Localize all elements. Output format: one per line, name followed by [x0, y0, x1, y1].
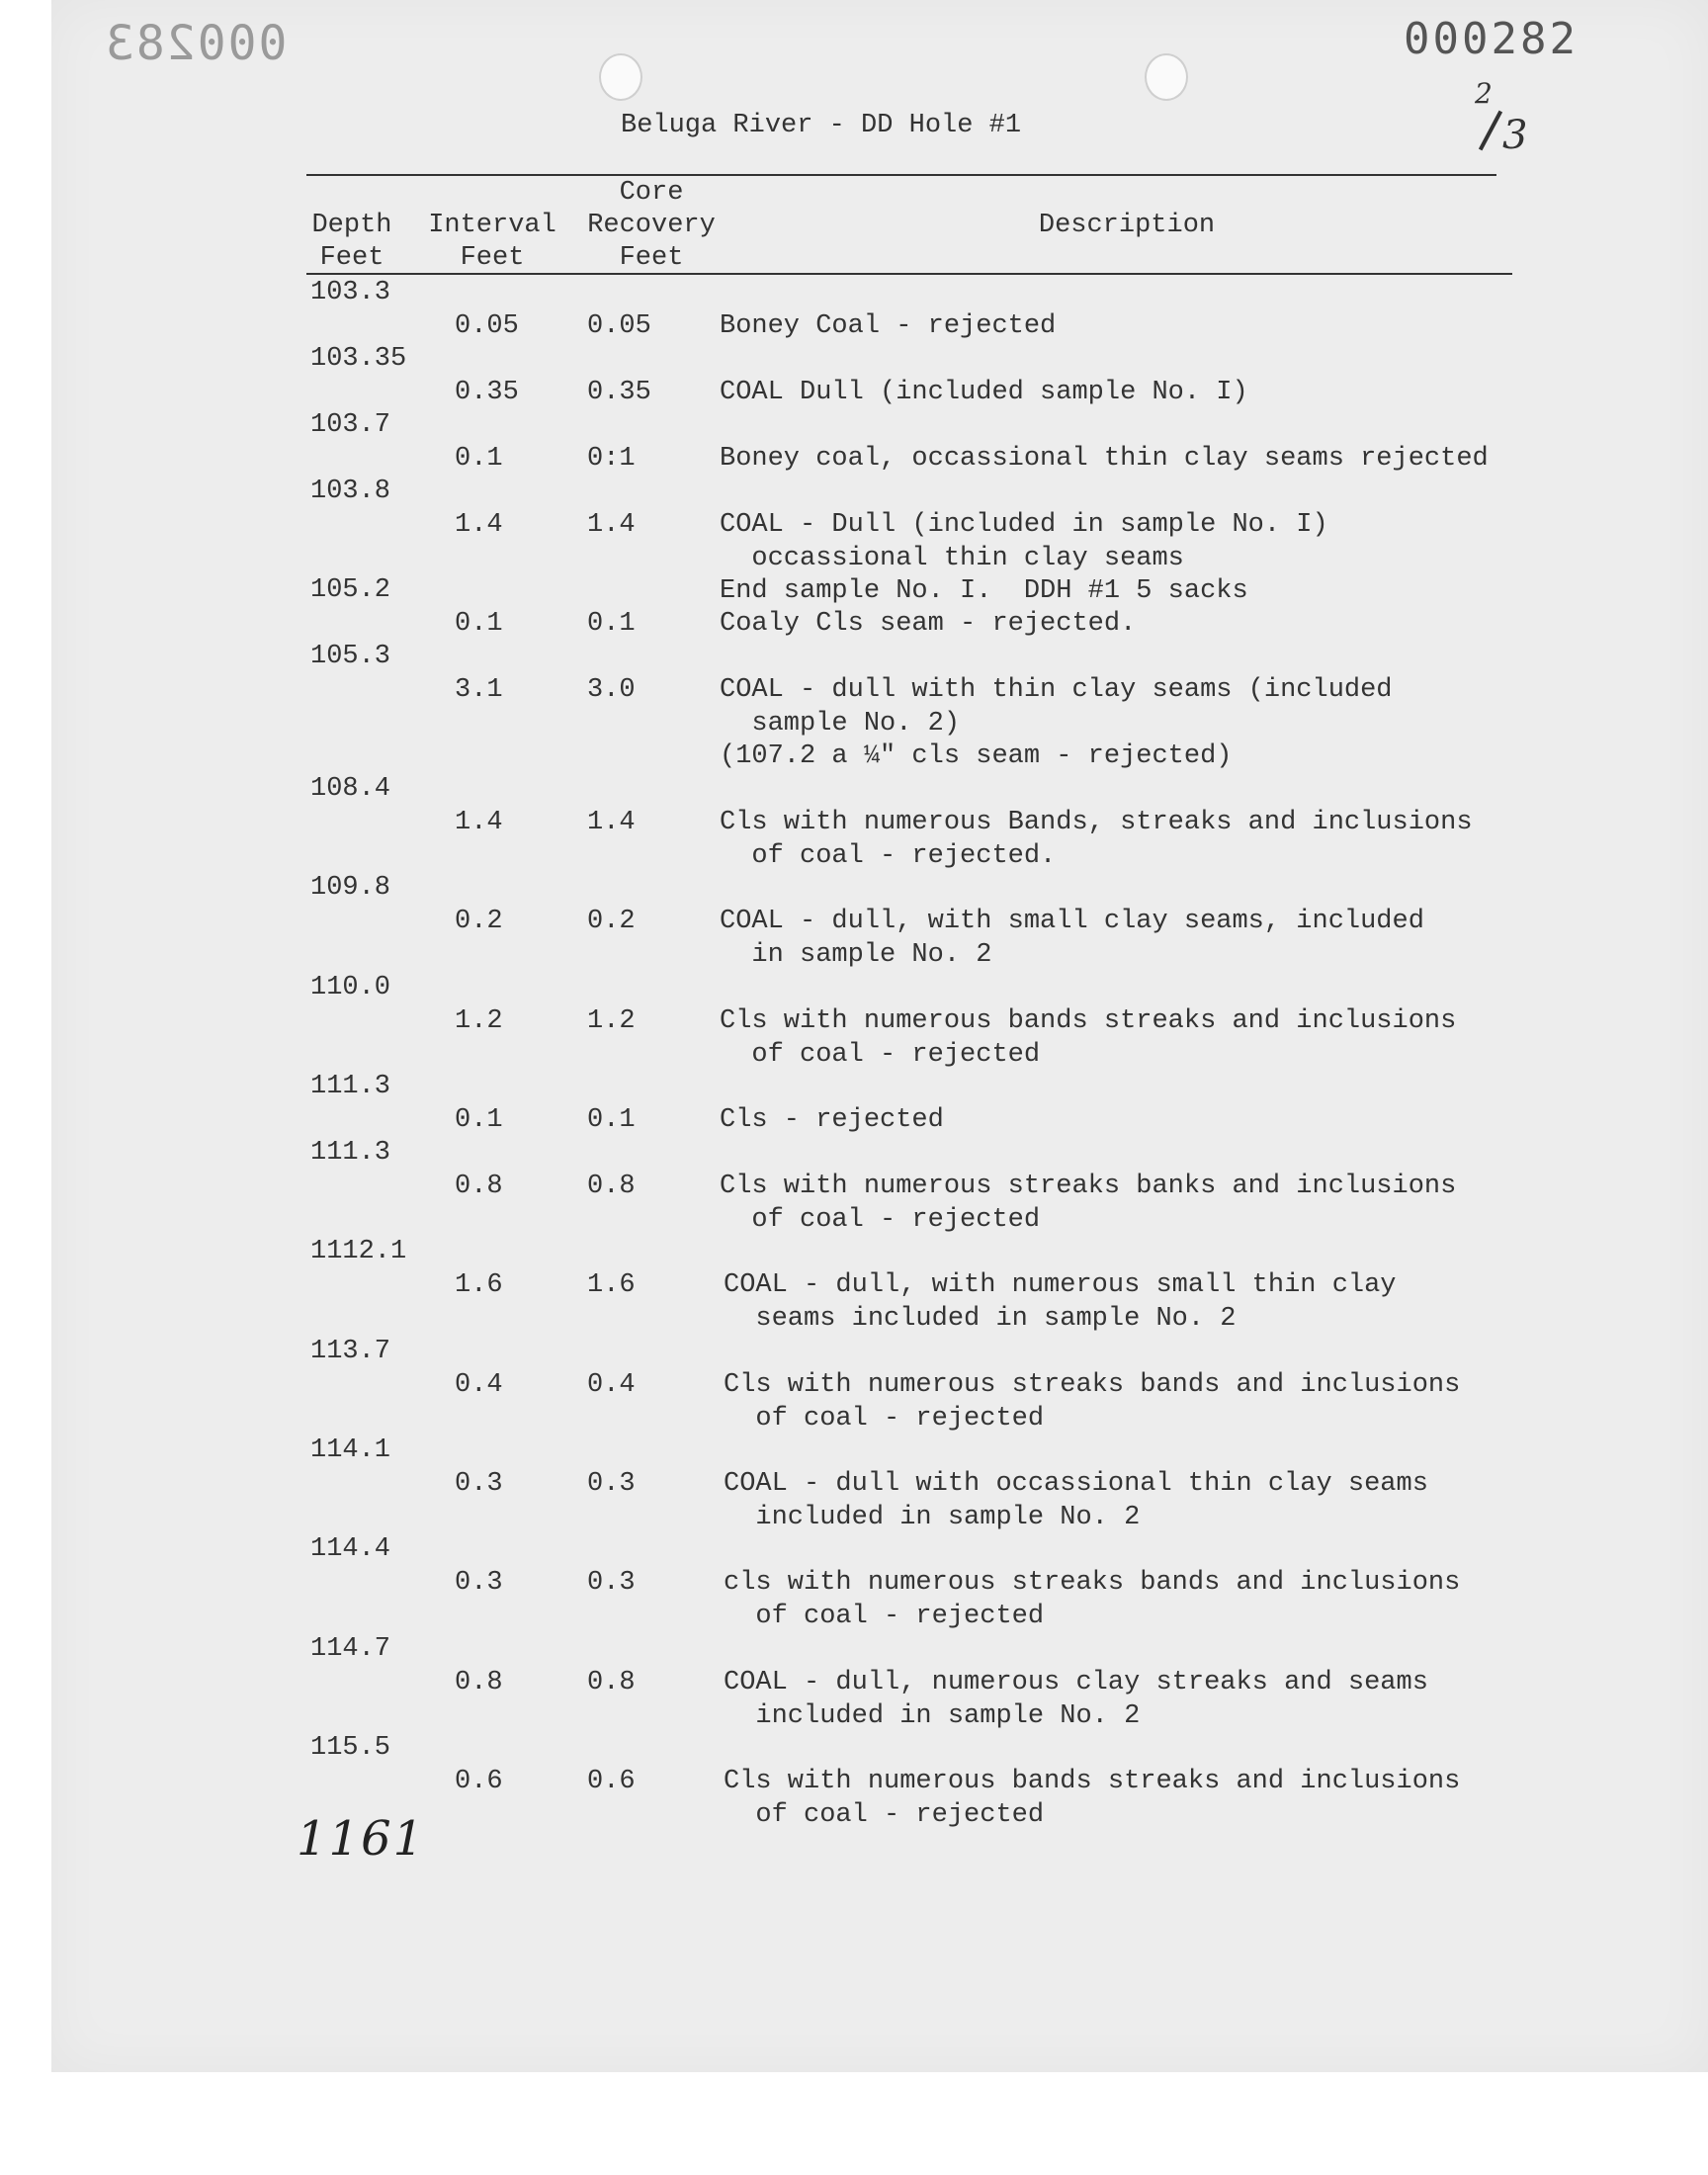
description-line: COAL - dull, with small clay seams, included — [720, 907, 1424, 936]
recovery-value: 0.3 — [587, 1568, 636, 1598]
depth-value: 111.3 — [310, 1138, 391, 1168]
description-line: End sample No. I. DDH #1 5 sacks — [720, 576, 1248, 607]
description-line: cls with numerous streaks bands and inclusions — [724, 1568, 1461, 1598]
recovery-value: 1.4 — [587, 510, 636, 540]
header-depth — [302, 210, 401, 275]
interval-value: 1.4 — [455, 808, 503, 837]
recovery-value: 1.2 — [587, 1006, 636, 1036]
interval-value: 0.35 — [455, 378, 519, 407]
description-line: Cls with numerous streaks banks and inclusions — [720, 1172, 1457, 1201]
description-line: Cls with numerous Bands, streaks and inclusions — [720, 808, 1473, 837]
interval-value: 0.8 — [455, 1172, 503, 1201]
depth-value: 114.1 — [310, 1436, 391, 1465]
recovery-value: 0.6 — [587, 1767, 636, 1796]
header-depth-line2: Feet — [319, 243, 384, 273]
interval-value: 1.6 — [455, 1270, 503, 1300]
punch-hole-left — [599, 53, 642, 101]
depth-value: 113.7 — [310, 1337, 391, 1366]
interval-value: 0.1 — [455, 609, 503, 639]
depth-value: 114.4 — [310, 1534, 391, 1564]
description-line: COAL Dull (included sample No. I) — [720, 378, 1248, 407]
description-line: (107.2 a ¼" cls seam - rejected) — [720, 741, 1233, 772]
interval-value: 0.05 — [455, 311, 519, 341]
recovery-value: 0.2 — [587, 907, 636, 936]
header-interval-line2: Feet — [460, 243, 525, 273]
header-recovery-line1: Core — [619, 178, 684, 208]
header-description: Description — [1038, 211, 1216, 240]
interval-value: 0.8 — [455, 1668, 503, 1697]
description-line: of coal - rejected — [720, 1204, 1041, 1235]
recovery-value: 3.0 — [587, 675, 636, 705]
top-rule — [306, 174, 1496, 176]
depth-value: 103.35 — [310, 344, 407, 374]
description-line: sample No. 2) — [720, 708, 961, 739]
recovery-value: 0.35 — [587, 378, 651, 407]
interval-value: 1.2 — [455, 1006, 503, 1036]
page-fraction-num: 2 — [1475, 77, 1493, 110]
description-line: included in sample No. 2 — [724, 1502, 1141, 1532]
interval-value: 0.2 — [455, 907, 503, 936]
header-recovery — [579, 177, 724, 275]
recovery-value: 0.1 — [587, 609, 636, 639]
description-line: COAL - dull, with numerous small thin clay — [724, 1270, 1397, 1300]
recovery-value: 1.6 — [587, 1270, 636, 1300]
interval-value: 0.3 — [455, 1469, 503, 1499]
depth-value: 105.2 — [310, 575, 391, 605]
page-fraction — [1471, 77, 1540, 156]
header-interval-line1: Interval — [428, 211, 556, 240]
interval-value: 0.4 — [455, 1370, 503, 1400]
header-depth-line1: Depth — [311, 211, 392, 240]
description-line: Boney Coal - rejected — [720, 311, 1057, 341]
interval-value: 1.4 — [455, 510, 503, 540]
header-recovery-line2: Recovery — [587, 211, 716, 240]
page-fraction-slash — [1479, 111, 1502, 151]
interval-value: 3.1 — [455, 675, 503, 705]
description-line: Cls with numerous bands streaks and inclusions — [720, 1006, 1457, 1036]
description-line: COAL - Dull (included in sample No. I) — [720, 510, 1328, 540]
document-title: Beluga River - DD Hole #1 — [621, 111, 1022, 140]
interval-value: 0.1 — [455, 1105, 503, 1135]
description-line: of coal - rejected. — [720, 840, 1057, 871]
header-rule — [306, 273, 1512, 275]
description-line: COAL - dull with thin clay seams (included — [720, 675, 1393, 705]
recovery-value: 0.3 — [587, 1469, 636, 1499]
description-line: Cls with numerous bands streaks and inclusions — [724, 1767, 1461, 1796]
description-line: of coal - rejected — [724, 1403, 1045, 1434]
depth-value: 1112.1 — [310, 1237, 407, 1266]
header-interval — [419, 210, 565, 275]
header-recovery-line3: Feet — [619, 243, 684, 273]
interval-value: 0.6 — [455, 1767, 503, 1796]
handwritten-note: 1161 — [297, 1811, 426, 1867]
punch-hole-right — [1145, 53, 1188, 101]
description-line: of coal - rejected — [724, 1601, 1045, 1631]
description-line: included in sample No. 2 — [724, 1700, 1141, 1731]
page-id-stamp: 000282 — [1404, 14, 1579, 64]
depth-value: 103.7 — [310, 410, 391, 440]
page-fraction-den: 3 — [1502, 113, 1528, 158]
interval-value: 0.1 — [455, 444, 503, 474]
recovery-value: 0.8 — [587, 1172, 636, 1201]
description-line: COAL - dull with occassional thin clay seams — [724, 1469, 1428, 1499]
description-line: in sample No. 2 — [720, 939, 992, 970]
description-line: seams included in sample No. 2 — [724, 1303, 1237, 1334]
interval-value: 0.3 — [455, 1568, 503, 1598]
recovery-value: 1.4 — [587, 808, 636, 837]
description-line: of coal - rejected — [724, 1799, 1045, 1830]
recovery-value: 0.05 — [587, 311, 651, 341]
recovery-value: 0.8 — [587, 1668, 636, 1697]
depth-value: 114.7 — [310, 1634, 391, 1664]
description-line: Cls - rejected — [720, 1105, 944, 1135]
description-line: of coal - rejected — [720, 1039, 1041, 1070]
description-line: Boney coal, occassional thin clay seams rejected — [720, 444, 1489, 474]
depth-value: 115.5 — [310, 1733, 391, 1763]
recovery-value: 0.1 — [587, 1105, 636, 1135]
description-line: Coaly Cls seam - rejected. — [720, 609, 1137, 639]
depth-value: 109.8 — [310, 873, 391, 903]
recovery-value: 0:1 — [587, 444, 636, 474]
bleedthrough-stamp: 000283 — [104, 16, 288, 71]
depth-value: 110.0 — [310, 973, 391, 1002]
description-line: occassional thin clay seams — [720, 543, 1184, 573]
depth-value: 103.8 — [310, 477, 391, 506]
description-line: COAL - dull, numerous clay streaks and seams — [724, 1668, 1428, 1697]
recovery-value: 0.4 — [587, 1370, 636, 1400]
depth-value: 103.3 — [310, 278, 391, 307]
depth-value: 111.3 — [310, 1072, 391, 1101]
description-line: Cls with numerous streaks bands and inclusions — [724, 1370, 1461, 1400]
depth-value: 105.3 — [310, 642, 391, 671]
depth-value: 108.4 — [310, 774, 391, 804]
